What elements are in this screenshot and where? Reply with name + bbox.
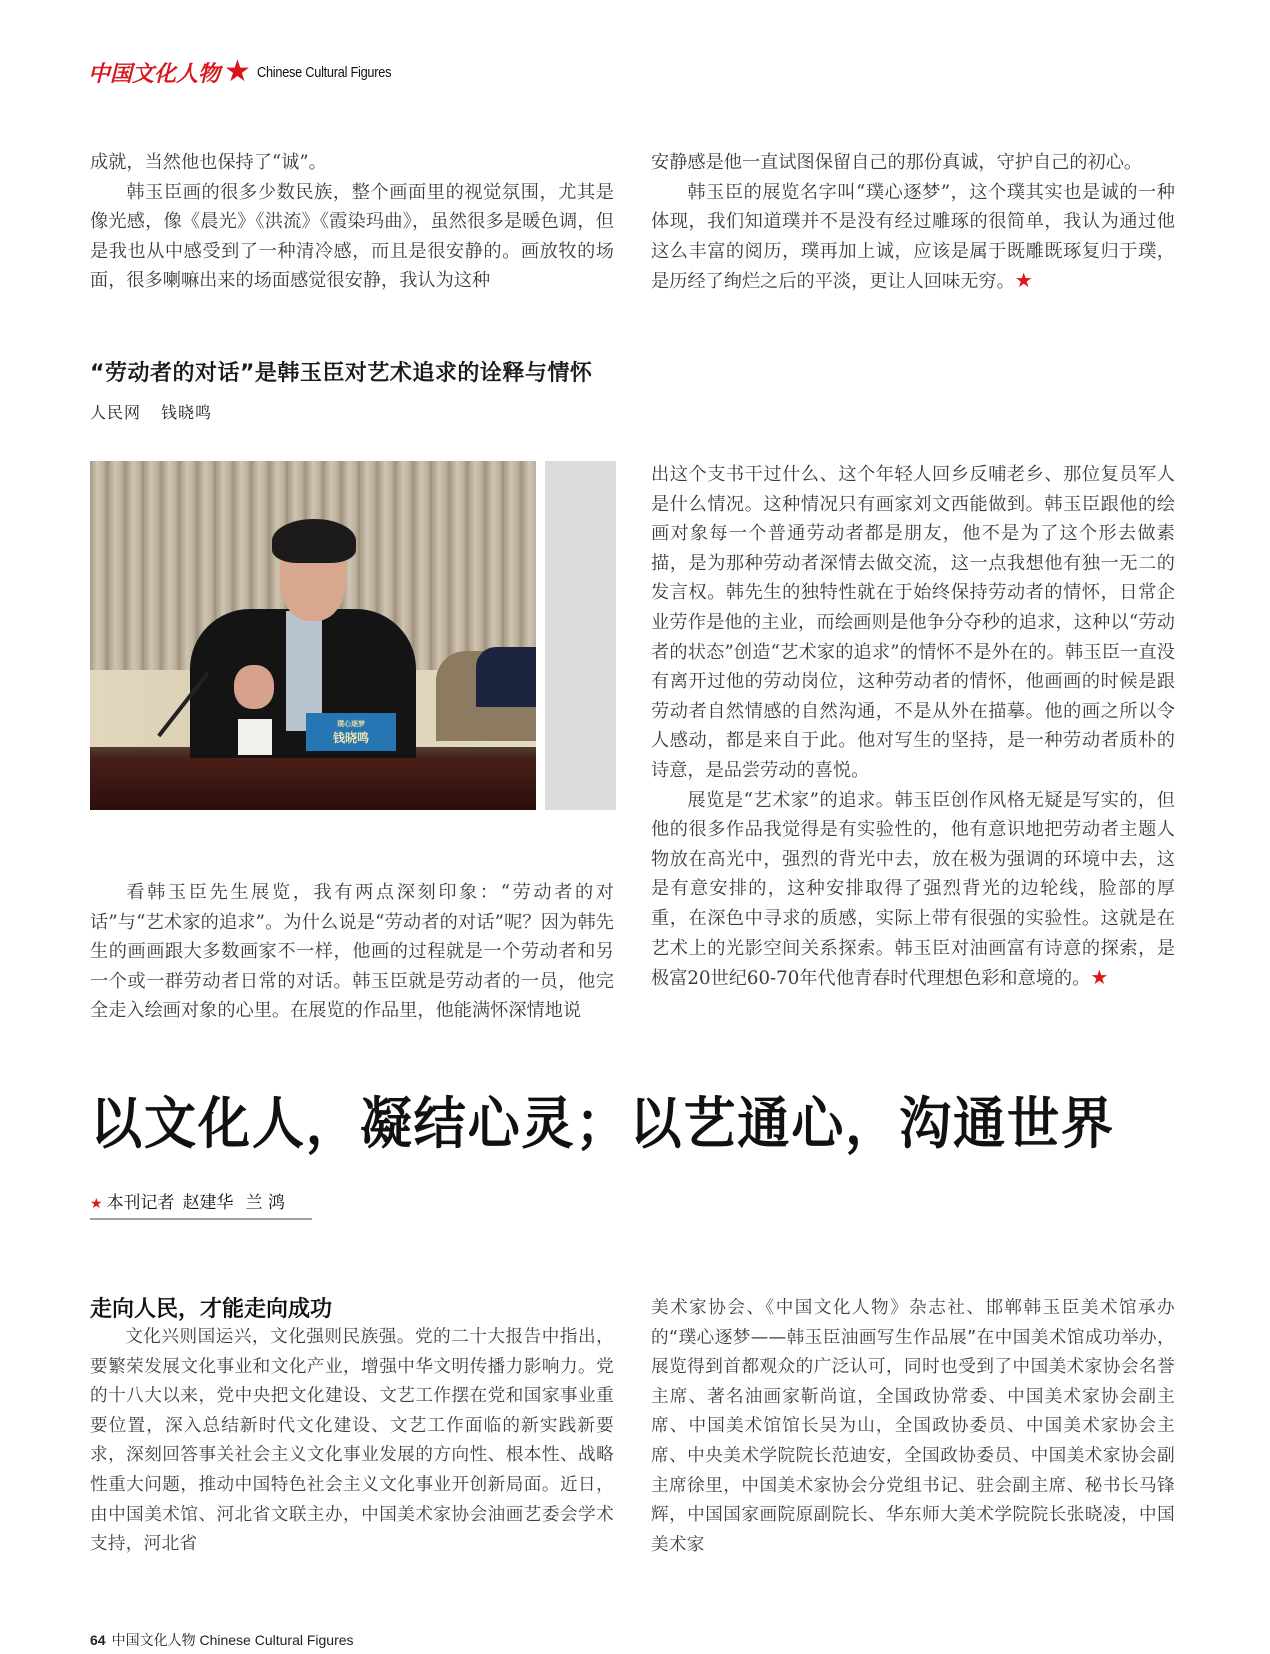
page-footer [90, 1630, 354, 1650]
article2-right-column [651, 460, 1175, 994]
article3-left-column [90, 1323, 614, 1560]
nameplate [306, 713, 396, 751]
source: 人民网 [90, 403, 142, 422]
desk [90, 758, 536, 810]
paragraph: 韩玉臣画的很多少数民族，整个画面里的视觉氛围，尤其是像光感，像《晨光》《洪流》《霞染玛曲》，虽然很多是暖色调，但是我也从中感受到了一种清冷感，而且是很安静的。画放牧的场面，很多喇嘛出来的场面感觉很安静，我认为这种 [90, 181, 614, 292]
photo-side-panel [545, 461, 616, 810]
article3-byline [90, 1188, 312, 1220]
paragraph [651, 786, 1175, 994]
article1-right-column [651, 148, 1175, 297]
paragraph: 文化兴则国运兴，文化强则民族强。党的二十大报告中指出，要繁荣发展文化事业和文化产业，增强中华文明传播力影响力。党的十八大以来，党中央把文化建设、文艺工作摆在党和国家事业重要位置，深入总结新时代文化建设、文艺工作面临的新实践新要求，深刻回答事关社会主义文化事业发展的方向性、根本性、战略性重大问题，推动中国特色社会主义文化事业开创新局面。近日，由中国美术馆、河北省文联主办，中国美术家协会油画艺委会学术支持，河北省 [90, 1327, 614, 1555]
masthead-title-en: Chinese Cultural Figures [256, 63, 392, 81]
article2-left-column [90, 878, 614, 1026]
person-hair [272, 519, 356, 563]
end-star-icon: ★ [1014, 268, 1033, 293]
article1-left-column [90, 148, 614, 296]
nameplate-name: 钱晓鸣 [332, 731, 369, 745]
byline-label: 本刊记者 [106, 1193, 175, 1213]
article3-right-column [651, 1294, 1175, 1560]
person-hand [234, 665, 274, 709]
paragraph: 成就，当然他也保持了“诚”。 [90, 152, 327, 173]
coat-dark [476, 647, 536, 707]
paragraph: 出这个支书干过什么、这个年轻人回乡反哺老乡、那位复员军人是什么情况。这种情况只有画家刘文西能做到。韩玉臣跟他的绘画对象每一个普通劳动者都是朋友，他不是为了这个形去做素描，是为那种劳动者深情去做交流，这一点我想他有独一无二的发言权。韩先生的独特性就在于始终保持劳动者的情怀，日常企业劳作是他的主业，而绘画则是他争分夺秒的追求，这种以“劳动者的状态”创造“艺术家的追求”的情怀不是外在的。韩玉臣一直没有离开过他的劳动岗位，这种劳动者的情怀，他画画的时候是跟劳动者自然情感的自然沟通，不是从外在描摹。他的画之所以令人感动，都是来自于此。他对写生的坚持，是一种劳动者质朴的诗意，是品尝劳动的喜悦。 [651, 464, 1175, 781]
article3-subhead: 走向人民，才能走向成功 [90, 1297, 333, 1322]
paragraph-text: 展览是“艺术家”的追求。韩玉臣创作风格无疑是写实的，但他的很多作品我觉得是有实验性的，他有意识地把劳动者主题人物放在高光中，强烈的背光中去，放在极为强调的环境中去，这是有意安排的，这种安排取得了强烈背光的边轮线，脸部的厚重，在深色中寻求的质感，实际上带有很强的实验性。这就是在艺术上的光影空间关系探索。韩玉臣对油画富有诗意的探索，是极富20世纪60-70年代他青春时代理想色彩和意境的。 [651, 789, 1175, 990]
reporter-name: 赵建华 [182, 1193, 234, 1213]
paragraph: 安静感是他一直试图保留自己的那份真诚，守护自己的初心。 [651, 152, 1143, 173]
page-number: 64 [90, 1632, 106, 1648]
paragraph [651, 178, 1175, 297]
author: 钱晓鸣 [161, 403, 213, 422]
masthead-title-cn: 中国文化人物 [88, 60, 221, 87]
star-icon: ★ [90, 1196, 103, 1212]
paragraph: 美术家协会、《中国文化人物》杂志社、邯郸韩玉臣美术馆承办的“璞心逐梦——韩玉臣油画写生作品展”在中国美术馆成功举办，展览得到首都观众的广泛认可，同时也受到了中国美术家协会名誉主席、著名油画家靳尚谊，全国政协常委、中国美术家协会副主席、中国美术馆馆长吴为山，全国政协委员、中国美术家协会主席、中央美术学院院长范迪安，全国政协委员、中国美术家协会副主席徐里，中国美术家协会分党组书记、驻会副主席、秘书长马锋辉，中国国家画院原副院长、华东师大美术学院院长张晓凌，中国美术家 [651, 1298, 1175, 1555]
paper-cup [238, 719, 272, 755]
end-star-icon: ★ [1090, 965, 1109, 990]
article2-title: “劳动者的对话”是韩玉臣对艺术追求的诠释与情怀 [90, 361, 593, 386]
article3-title: 以文化人，凝结心灵；以艺通心，沟通世界 [90, 1091, 1115, 1157]
footer-publication: 中国文化人物 Chinese Cultural Figures [111, 1632, 354, 1648]
article2-byline [90, 400, 212, 423]
star-icon: ★ [224, 54, 251, 89]
paragraph-text: 韩玉臣的展览名字叫“璞心逐梦”，这个璞其实也是诚的一种体现，我们知道璞并不是没有经过雕琢的很简单，我认为通过他这么丰富的阅历，璞再加上诚，应该是属于既雕既琢复归于璞，是历经了绚烂之后的平淡，更让人回味无穷。 [651, 181, 1175, 293]
masthead [88, 54, 415, 90]
nameplate-event: 璞心逐梦 [337, 720, 365, 728]
speaker-photo [90, 461, 536, 810]
reporter-name: 兰 鸿 [245, 1193, 285, 1213]
paragraph: 看韩玉臣先生展览，我有两点深刻印象：“劳动者的对话”与“艺术家的追求”。为什么说是“劳动者的对话”呢？因为韩先生的画画跟大多数画家不一样，他画的过程就是一个劳动者和另一个或一群劳动者日常的对话。韩玉臣就是劳动者的一员，他完全走入绘画对象的心里。在展览的作品里，他能满怀深情地说 [90, 882, 614, 1022]
